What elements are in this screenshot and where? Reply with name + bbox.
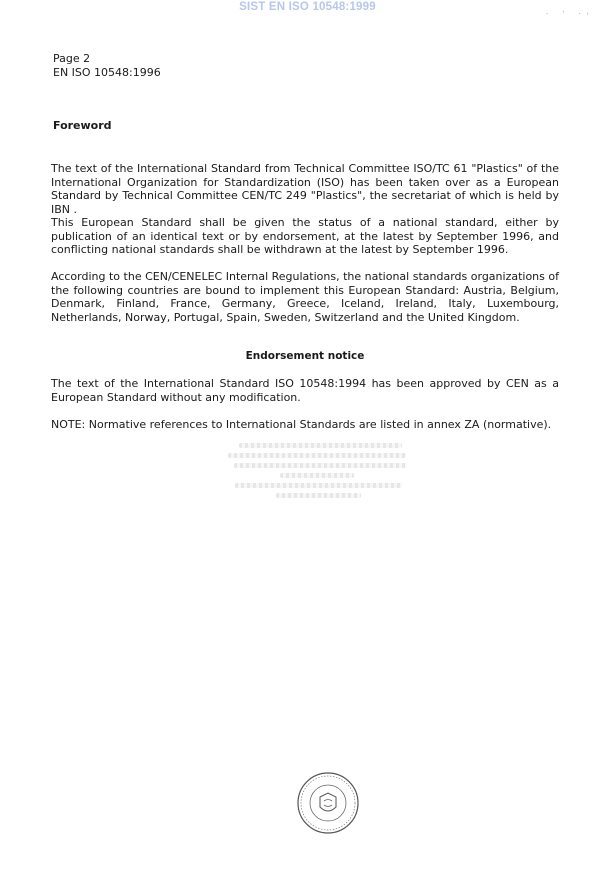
scan-specks: · ˈ ·˒: [546, 10, 595, 18]
normative-note: NOTE: Normative references to International Standards are listed in annex ZA (normative).: [51, 418, 552, 431]
seal-stamp-icon: [296, 771, 360, 835]
document-id: EN ISO 10548:1996: [53, 66, 161, 79]
endorsement-paragraph: The text of the International Standard ISO 10548:1994 has been approved by CEN as a European Standard without any modification.: [51, 377, 559, 404]
foreword-heading: Foreword: [53, 119, 112, 132]
foreword-paragraph: The text of the International Standard from Technical Committee ISO/TC 61 "Plastics" of the International Organization for Standardization (ISO) has been taken over as a European Standard by Technical Committee CEN/TC 249 "Plastics", the secretariat of which is held by IBN .: [51, 162, 559, 216]
foreword-paragraph: This European Standard shall be given the status of a national standard, either by publication of an identical text or by endorsement, at the latest by September 1996, and conflicting national standards shall be withdrawn at the latest by September 1996.: [51, 216, 559, 256]
page-header: [53, 52, 161, 80]
endorsement-heading: Endorsement notice: [245, 350, 365, 362]
page-number: Page 2: [53, 52, 91, 65]
faint-stamp-impression: [228, 438, 413, 518]
watermark: SIST EN ISO 10548:1999: [239, 1, 376, 13]
foreword-paragraph: According to the CEN/CENELEC Internal Regulations, the national standards organizations of the following countries are bound to implement this European Standard: Austria, Belgium, Denmark, Finland, France, Germany, Greece, Iceland, Ireland, Italy, Luxembourg, Netherlands, Norway, Portugal, Spain, Sweden, Switzerland and the United Kingdom.: [51, 270, 559, 324]
